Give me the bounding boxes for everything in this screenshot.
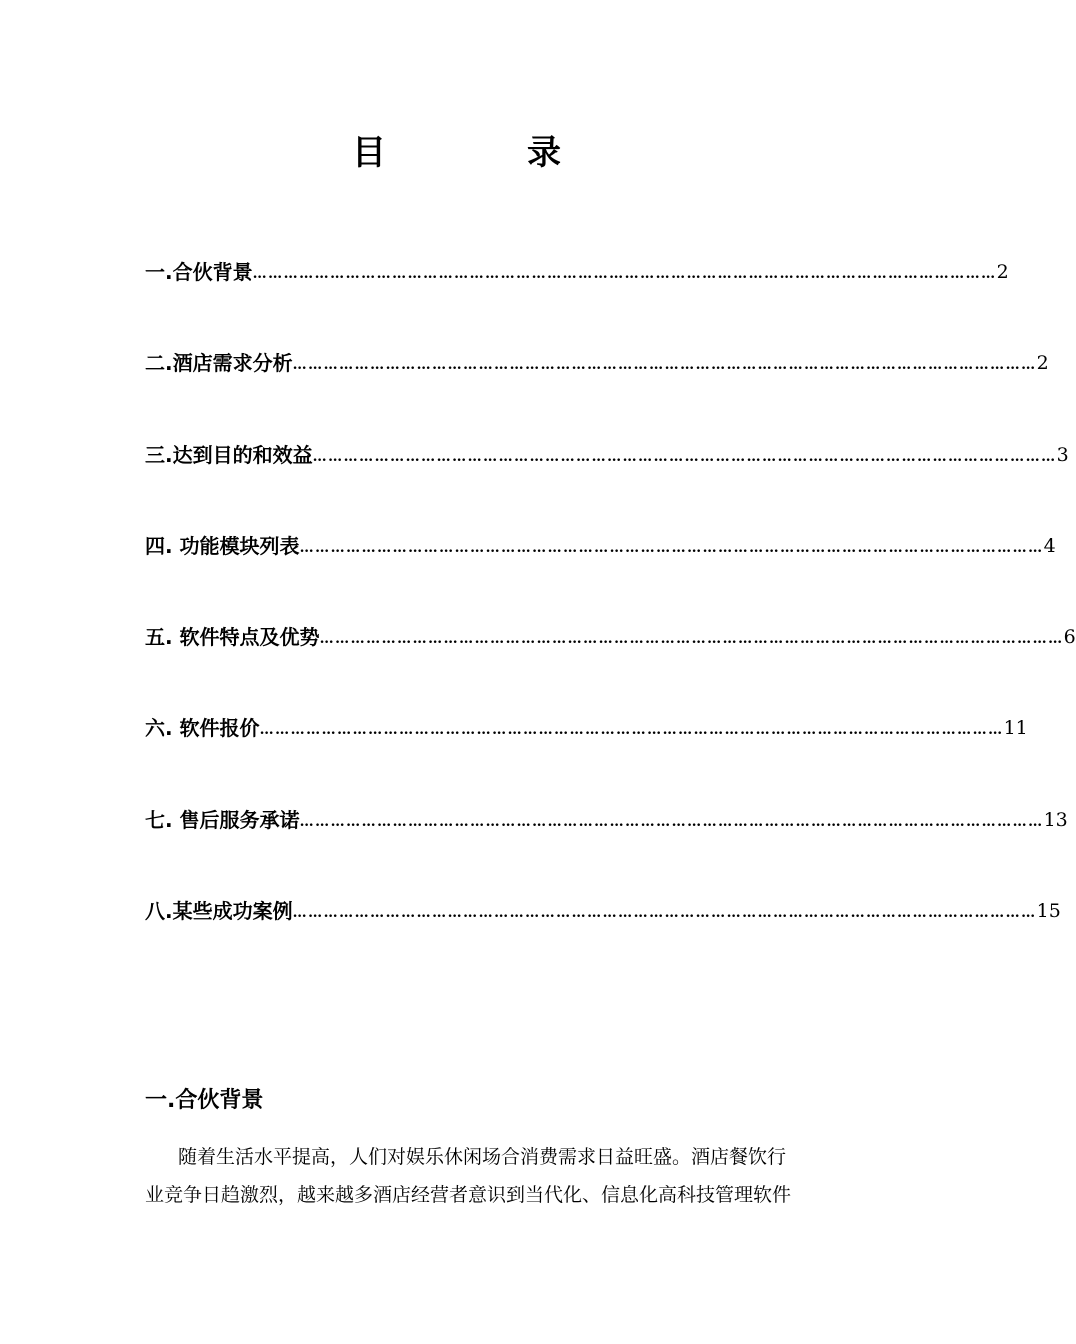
toc-entry[interactable] xyxy=(145,531,1056,561)
toc-leader-dots: ……………………………………………………………………………………………………………………………… xyxy=(299,540,1044,556)
toc-leader-dots: ……………………………………………………………………………………………………………………………… xyxy=(252,266,997,282)
toc-leader-dots: ……………………………………………………………………………………………………………………………… xyxy=(299,814,1044,830)
toc-entry[interactable] xyxy=(145,348,1049,378)
toc-entry-label: 二.酒店需求分析 xyxy=(145,351,293,375)
toc-entry-label: 六. 软件报价 xyxy=(145,716,260,740)
toc-title xyxy=(0,128,910,178)
toc-leader-dots: ……………………………………………………………………………………………………………………………… xyxy=(312,449,1057,465)
toc-page-number: 11 xyxy=(1003,717,1028,739)
toc-entry-label: 一.合伙背景 xyxy=(145,260,253,284)
toc-entry[interactable] xyxy=(145,257,1009,287)
toc-page-number: 6 xyxy=(1063,626,1076,648)
toc-entry[interactable] xyxy=(145,805,1068,835)
toc-page-number: 15 xyxy=(1036,900,1061,922)
toc-entry[interactable] xyxy=(145,440,1069,470)
toc-leader-dots: ……………………………………………………………………………………………………………………………… xyxy=(292,357,1037,373)
toc-entry-label: 八.某些成功案例 xyxy=(145,899,293,923)
toc-leader-dots: ……………………………………………………………………………………………………………………………… xyxy=(259,722,1004,738)
toc-title-char: 目 xyxy=(352,133,386,173)
paragraph-line: 业竞争日趋激烈，越来越多酒店经营者意识到当代化、信息化高科技管理软件 xyxy=(145,1184,792,1206)
toc-leader-dots: ……………………………………………………………………………………………………………………………… xyxy=(292,905,1037,921)
toc-title-char: 录 xyxy=(527,133,561,173)
paragraph-line: 随着生活水平提高，人们对娱乐休闲场合消费需求日益旺盛。酒店餐饮行 xyxy=(178,1146,787,1168)
toc-page-number: 4 xyxy=(1043,535,1056,557)
toc-entry[interactable] xyxy=(145,622,1076,652)
section-heading: 一.合伙背景 xyxy=(145,1088,264,1113)
toc-page-number: 3 xyxy=(1056,444,1069,466)
toc-page-number: 2 xyxy=(996,261,1009,283)
toc-entry-label: 四. 功能模块列表 xyxy=(145,534,300,558)
toc-entry[interactable] xyxy=(145,896,1061,926)
toc-leader-dots: ……………………………………………………………………………………………………………………………… xyxy=(319,631,1064,647)
toc-entry-label: 三.达到目的和效益 xyxy=(145,443,313,467)
toc-entry[interactable] xyxy=(145,713,1028,743)
toc-page-number: 13 xyxy=(1043,809,1068,831)
toc-entry-label: 五. 软件特点及优势 xyxy=(145,625,320,649)
section-body xyxy=(145,1138,810,1214)
toc-entry-label: 七. 售后服务承诺 xyxy=(145,808,300,832)
toc-page-number: 2 xyxy=(1036,352,1049,374)
